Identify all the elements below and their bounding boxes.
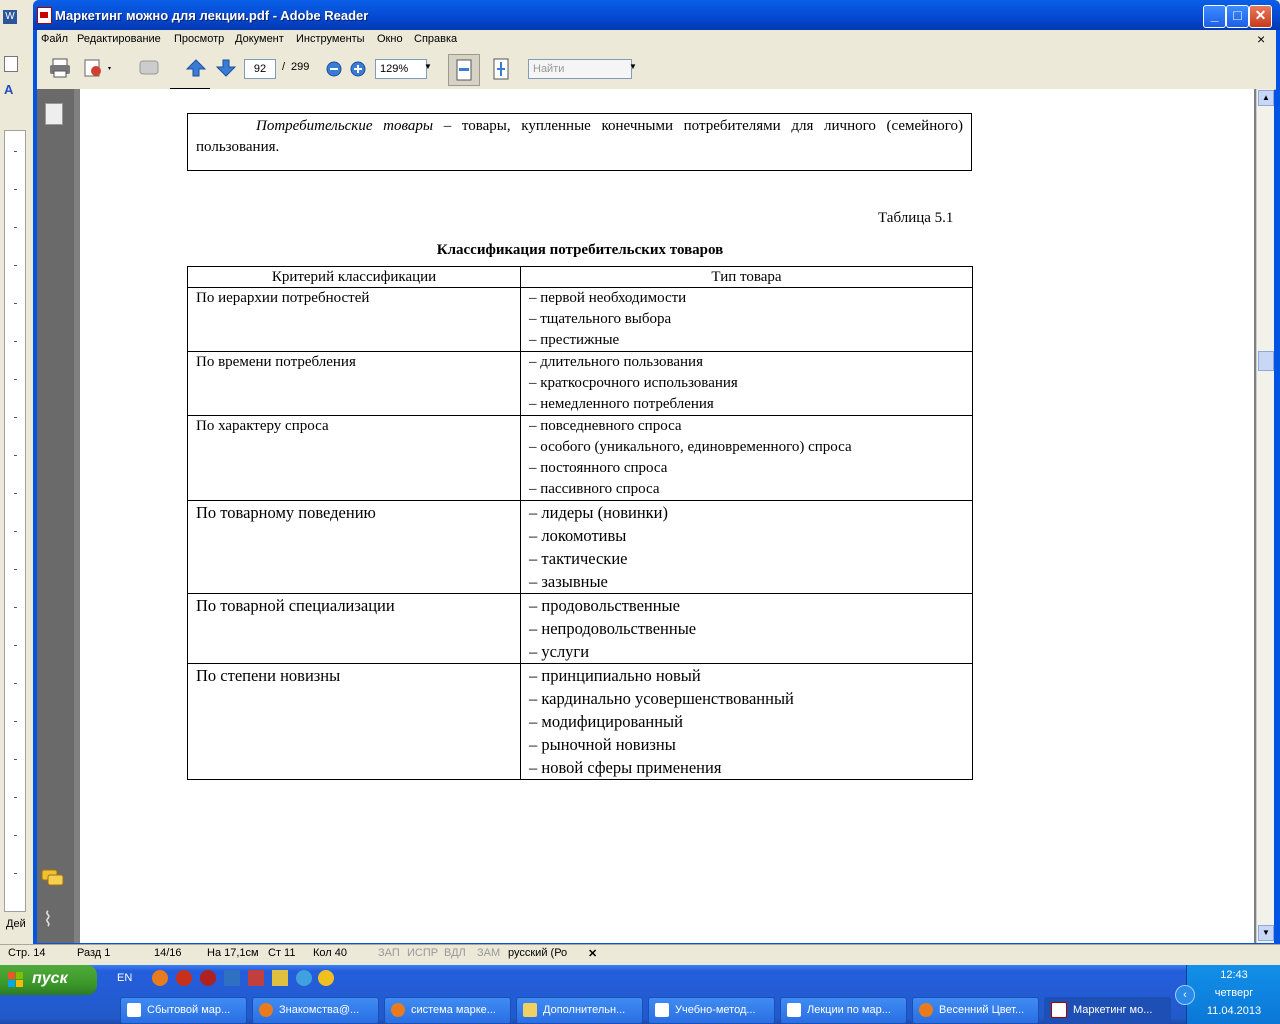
calendar-icon[interactable] [248, 970, 264, 986]
scroll-down-icon[interactable]: ▼ [1258, 925, 1274, 941]
table-row [188, 594, 973, 664]
close-button[interactable]: ✕ [1249, 5, 1272, 28]
taskbar-item-label: Дополнительн... [543, 1004, 626, 1016]
table-header-row [188, 267, 973, 288]
status-column: Кол 40 [313, 947, 347, 959]
fit-page-icon[interactable] [486, 54, 516, 84]
row-type: – постоянного спроса [529, 460, 668, 476]
taskbar-item-label: Знакомства@... [279, 1004, 360, 1016]
system-tray [1183, 965, 1280, 1024]
menu-bar [37, 30, 1276, 49]
zoom-out-icon[interactable] [325, 60, 343, 78]
taskbar-item[interactable] [516, 997, 643, 1024]
page-number-input[interactable]: 92 [244, 59, 276, 79]
firefox-icon [919, 1003, 933, 1017]
row-criterion: По характеру спроса [196, 418, 329, 434]
title-bar [33, 0, 1280, 30]
row-type: – новой сферы применения [529, 758, 722, 777]
row-type: – повседневного спроса [529, 418, 682, 434]
row-type: – немедленного потребления [529, 396, 714, 412]
print-icon[interactable] [48, 57, 72, 79]
search-input[interactable]: Найти [528, 59, 632, 79]
word-status-left: Дей [6, 918, 26, 930]
ruler-tick [14, 683, 17, 684]
row-type: – непродовольственные [529, 619, 697, 638]
status-page: Стр. 14 [8, 947, 46, 959]
ie-icon[interactable] [296, 970, 312, 986]
zoom-select[interactable]: 129% [375, 59, 427, 79]
email-icon[interactable] [83, 57, 107, 79]
opera-icon[interactable] [176, 970, 192, 986]
menu-document[interactable]: Документ [235, 33, 284, 45]
definition-rest: – товары, купленные конечными потребителями для личного (семейного) пользования. [196, 118, 964, 155]
status-language: русский (Ро [508, 947, 568, 959]
taskbar-item[interactable] [252, 997, 379, 1024]
search-dropdown-icon[interactable]: ▼ [629, 62, 637, 71]
minimize-button[interactable]: _ [1203, 5, 1226, 28]
ruler-tick [14, 455, 17, 456]
taskbar-item-label: система марке... [411, 1004, 496, 1016]
ruler-tick [14, 569, 17, 570]
word-background-window [0, 0, 33, 965]
ruler-tick [14, 835, 17, 836]
table-title: Классификация потребительских товаров [436, 242, 724, 258]
new-doc-icon[interactable] [4, 56, 18, 72]
taskbar-item-label: Весенний Цвет... [939, 1004, 1025, 1016]
ruler-tick [14, 645, 17, 646]
status-mode-track[interactable]: ИСПР [407, 947, 439, 959]
ruler-tick [14, 227, 17, 228]
row-type: – тактические [529, 549, 628, 568]
player-icon[interactable] [200, 970, 216, 986]
ruler-tick [14, 151, 17, 152]
status-line: Ст 11 [268, 947, 296, 959]
clock-day: четверг [1214, 987, 1254, 999]
scroll-up-icon[interactable]: ▲ [1258, 90, 1274, 106]
table-label: Таблица 5.1 [878, 210, 954, 226]
taskbar-item[interactable] [384, 997, 511, 1024]
page-separator: / [282, 61, 286, 73]
start-button[interactable] [0, 965, 97, 995]
taskbar-item-label: Учебно-метод... [675, 1004, 756, 1016]
word-quicklaunch-icon[interactable] [224, 970, 240, 986]
row-type: – локомотивы [529, 526, 627, 545]
comments-icon[interactable] [41, 869, 65, 885]
row-criterion: По времени потребления [196, 354, 356, 370]
navigation-panel [37, 89, 74, 943]
word-doc-icon [787, 1003, 801, 1017]
menu-edit[interactable]: Редактирование [77, 33, 161, 45]
classification-table [187, 266, 973, 780]
definition-box [187, 113, 972, 171]
row-type: – тщательного выбора [529, 311, 672, 327]
ruler-tick [14, 607, 17, 608]
ruler-tick [14, 341, 17, 342]
taskbar-item-active[interactable] [1044, 997, 1171, 1024]
document-close-icon[interactable]: × [1257, 31, 1266, 47]
media-icon[interactable] [318, 970, 334, 986]
status-position: На 17,1см [207, 947, 259, 959]
word-menu-fragment[interactable] [3, 38, 17, 48]
table-row [188, 664, 973, 780]
taskbar-item[interactable] [912, 997, 1039, 1024]
menu-file[interactable]: Файл [41, 33, 69, 45]
spelling-icon[interactable]: ✕ [588, 948, 598, 960]
zoom-in-icon[interactable] [349, 60, 367, 78]
row-criterion: По степени новизны [196, 666, 341, 685]
table-row [188, 352, 973, 416]
pdf-icon [37, 7, 52, 24]
start-label: пуск [32, 970, 68, 987]
menu-help[interactable]: Справка [414, 33, 458, 45]
ruler-tick [14, 265, 17, 266]
quick-launch [152, 970, 332, 988]
maximize-button[interactable]: □ [1226, 5, 1249, 28]
definition-term: Потребительские товары [256, 118, 434, 134]
toolbar [37, 49, 1276, 90]
zoom-dropdown-icon[interactable]: ▼ [424, 62, 432, 71]
status-section: Разд 1 [77, 947, 111, 959]
table-row [188, 288, 973, 352]
row-type: – принципиально новый [529, 666, 701, 685]
status-mode-ovr[interactable]: ЗАМ [477, 947, 501, 959]
menu-tools[interactable]: Инструменты [296, 33, 365, 45]
row-type: – длительного пользования [529, 354, 703, 370]
row-type: – лидеры (новинки) [529, 503, 668, 522]
row-type: – первой необходимости [529, 290, 687, 306]
row-criterion: По иерархии потребностей [196, 290, 370, 306]
taskbar-item-label: Сбытовой мар... [147, 1004, 231, 1016]
style-icon[interactable]: A [4, 82, 14, 97]
firefox-icon [391, 1003, 405, 1017]
ruler-tick [14, 379, 17, 380]
header-type: Тип товара [521, 267, 973, 288]
language-indicator[interactable]: EN [117, 972, 133, 984]
table-row [188, 416, 973, 501]
tool-icon[interactable] [272, 970, 288, 986]
ruler-tick [14, 721, 17, 722]
taskbar-item[interactable] [648, 997, 775, 1024]
page-total: 299 [291, 61, 310, 73]
row-type: – пассивного спроса [529, 481, 660, 497]
vertical-scrollbar[interactable] [1256, 89, 1274, 943]
ruler-tick [14, 417, 17, 418]
taskbar-item[interactable] [120, 997, 247, 1024]
ruler-tick [14, 759, 17, 760]
ruler-tick [14, 189, 17, 190]
row-type: – продовольственные [529, 596, 680, 615]
ruler-tick [14, 303, 17, 304]
clock-date: 11.04.2013 [1206, 1005, 1262, 1017]
word-doc-icon [127, 1003, 141, 1017]
row-type: – особого (уникального, единовременного) спроса [529, 439, 852, 455]
status-mode-rec[interactable]: ЗАП [378, 947, 400, 959]
vertical-ruler [4, 130, 26, 912]
table-row [188, 501, 973, 594]
taskbar-item-label: Лекции по мар... [807, 1004, 891, 1016]
previous-text-fragment [170, 85, 210, 89]
fit-width-icon[interactable] [448, 54, 480, 86]
row-type: – престижные [529, 332, 620, 348]
definition-text [188, 114, 971, 158]
ruler-tick [14, 493, 17, 494]
word-doc-icon [655, 1003, 669, 1017]
ruler-tick [14, 873, 17, 874]
firefox-icon [259, 1003, 273, 1017]
clock-time[interactable]: 12:43 [1220, 969, 1248, 981]
folder-icon [523, 1003, 537, 1017]
window-title: Маркетинг можно для лекции.pdf - Adobe Reader [55, 8, 369, 23]
ruler-tick [14, 797, 17, 798]
row-criterion: По товарному поведению [196, 503, 376, 522]
windows-logo-icon [8, 972, 24, 988]
status-mode-ext[interactable]: ВДЛ [444, 947, 466, 959]
word-status-bar [0, 944, 1280, 966]
taskbar-item[interactable] [780, 997, 907, 1024]
ruler-tick [14, 531, 17, 532]
scroll-thumb[interactable] [1258, 351, 1274, 371]
row-type: – кардинально усовершенствованный [529, 689, 794, 708]
word-icon: W [3, 10, 17, 24]
tray-expand-icon[interactable]: ‹ [1175, 985, 1195, 1005]
menu-view[interactable]: Просмотр [174, 33, 225, 45]
status-pages: 14/16 [154, 947, 182, 959]
previous-page-icon[interactable] [184, 57, 208, 79]
header-criterion: Критерий классификации [188, 267, 521, 288]
pdf-icon [1051, 1002, 1067, 1018]
taskbar-item-label: Маркетинг мо... [1073, 1004, 1153, 1016]
row-type: – краткосрочного использования [529, 375, 738, 391]
row-type: – рыночной новизны [529, 735, 676, 754]
row-type: – услуги [529, 642, 590, 661]
menu-window[interactable]: Окно [377, 33, 403, 45]
next-page-icon[interactable] [214, 57, 238, 79]
firefox-icon[interactable] [152, 970, 168, 986]
attachments-icon[interactable]: ⌇ [43, 909, 53, 931]
pages-icon[interactable] [45, 103, 63, 125]
row-type: – зазывные [529, 572, 608, 591]
row-type: – модифицированный [529, 712, 683, 731]
comment-icon[interactable] [137, 57, 161, 79]
row-criterion: По товарной специализации [196, 596, 395, 615]
